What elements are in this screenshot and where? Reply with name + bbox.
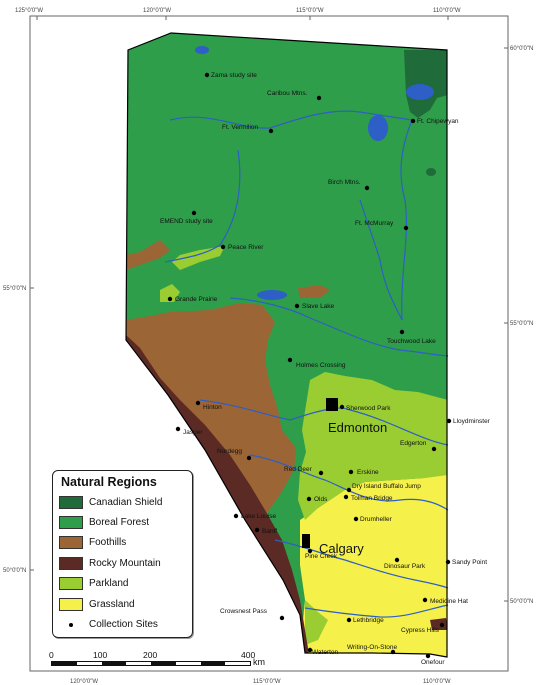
lat-label: 50°0'0"N [3,568,27,574]
site-label: Ft. Vermilion [222,124,259,131]
site-label: Onefour [421,659,445,666]
scale-bar-graphic [51,661,251,666]
site-label: Waterton [312,649,339,656]
legend-label: Parkland [89,578,129,590]
site-label: Grande Prairie [175,296,218,303]
scale-tick-label: 200 [143,650,158,660]
legend-title: Natural Regions [61,475,157,489]
legend-swatch [59,496,83,509]
site-label: Nordegg [217,448,242,455]
site-ft-chipewyan [411,118,459,125]
site-label: Ft. McMurray [355,220,394,227]
site-label: Erskine [357,469,379,476]
site-jasper [176,427,204,436]
lat-label: 60°0'0"N [510,46,534,52]
legend-label: Rocky Mountain [89,557,161,569]
site-label: Lethbridge [353,617,384,624]
site-label: Olds [314,496,328,503]
site-peace-river [221,244,264,251]
site-label: Tolman Bridge [351,495,393,502]
site-label: Edgerton [400,440,427,447]
site-label: Red Deer [284,466,312,473]
legend-label: Grassland [89,598,135,610]
scale-unit: km [253,657,265,667]
lon-label: 110°0'0"W [423,679,451,685]
site-label: Lloydminster [453,418,490,425]
site-label: Drumheller [360,516,392,523]
site-label: Ft. Chipewyan [417,118,459,125]
site-label: Lake Louise [241,513,277,520]
site-label: Dinosaur Park [384,563,426,570]
lon-label: 120°0'0"W [143,8,172,14]
site-sherwood-park [340,405,391,412]
city-label-calgary: Calgary [319,541,364,556]
site-label: Zama study site [211,72,257,79]
site-label: Sherwood Park [346,405,391,412]
legend-item-collection-sites [59,614,186,634]
site-dot-icon [59,623,83,627]
legend-swatch [59,557,83,570]
site-label: Peace River [228,244,264,251]
site-label: Caribou Mtns. [267,90,308,97]
site-label: Writing-On-Stone [347,644,398,651]
site-label: Holmes Crossing [296,362,346,369]
scale-tick-label: 0 [49,650,54,660]
legend-item-foothills [59,533,186,553]
site-crowsnest-pass [220,608,284,620]
site-label: Medicine Hat [430,598,468,605]
lon-label: 110°0'0"W [433,8,461,14]
scale-tick-label: 100 [93,650,108,660]
site-grande-prairie [168,296,218,303]
site-label: Banff [262,528,278,535]
legend-swatch [59,598,83,611]
site-label: Sandy Point [452,559,488,566]
lon-label: 125°0'0"W [15,8,44,14]
legend-item-rocky-mountain [59,553,186,573]
site-label: Crowsnest Pass [220,608,267,615]
site-label: EMEND study site [160,218,213,225]
calgary-city-marker [302,534,310,548]
legend-swatch [59,577,83,590]
lat-label: 55°0'0"N [510,321,534,327]
site-label: Jasper [183,429,203,436]
scale-tick-label: 400 [241,650,256,660]
legend-label: Canadian Shield [89,496,163,508]
city-label-edmonton: Edmonton [328,420,388,435]
site-lake-louise [234,513,277,520]
site-lethbridge [347,617,384,624]
lat-label: 50°0'0"N [510,599,534,605]
legend [52,470,193,638]
site-label: Slave Lake [302,303,335,310]
edmonton-city-marker [326,398,338,411]
lon-label: 120°0'0"W [70,679,99,685]
legend-item-canadian-shield [59,492,186,512]
lon-label: 115°0'0"W [296,8,324,14]
site-label: Dry Island Buffalo Jump [352,483,421,490]
site-label: Birch Mtns. [328,179,361,186]
lon-label: 115°0'0"W [253,679,281,685]
site-label: Hinton [203,404,222,411]
site-tolman-bridge [344,495,393,502]
site-label: Touchwood Lake [387,338,436,345]
site-lloydminster [447,418,491,425]
legend-item-grassland [59,594,186,614]
lat-label: 55°0'0"N [3,286,27,292]
site-waterton [308,648,339,656]
site-label: Pine Creek [305,553,338,560]
legend-item-boreal-forest [59,512,186,532]
site-label: Cypress Hills [401,627,439,634]
legend-swatch [59,536,83,549]
legend-label: Boreal Forest [89,517,150,529]
site-sandy-point [446,559,487,566]
legend-label: Collection Sites [89,619,158,631]
site-drumheller [354,516,393,523]
legend-label: Foothills [89,537,127,549]
site-zama [205,72,257,79]
legend-swatch [59,516,83,529]
legend-item-parkland [59,574,186,594]
site-medicine-hat [423,598,468,605]
scale-bar [51,650,301,672]
